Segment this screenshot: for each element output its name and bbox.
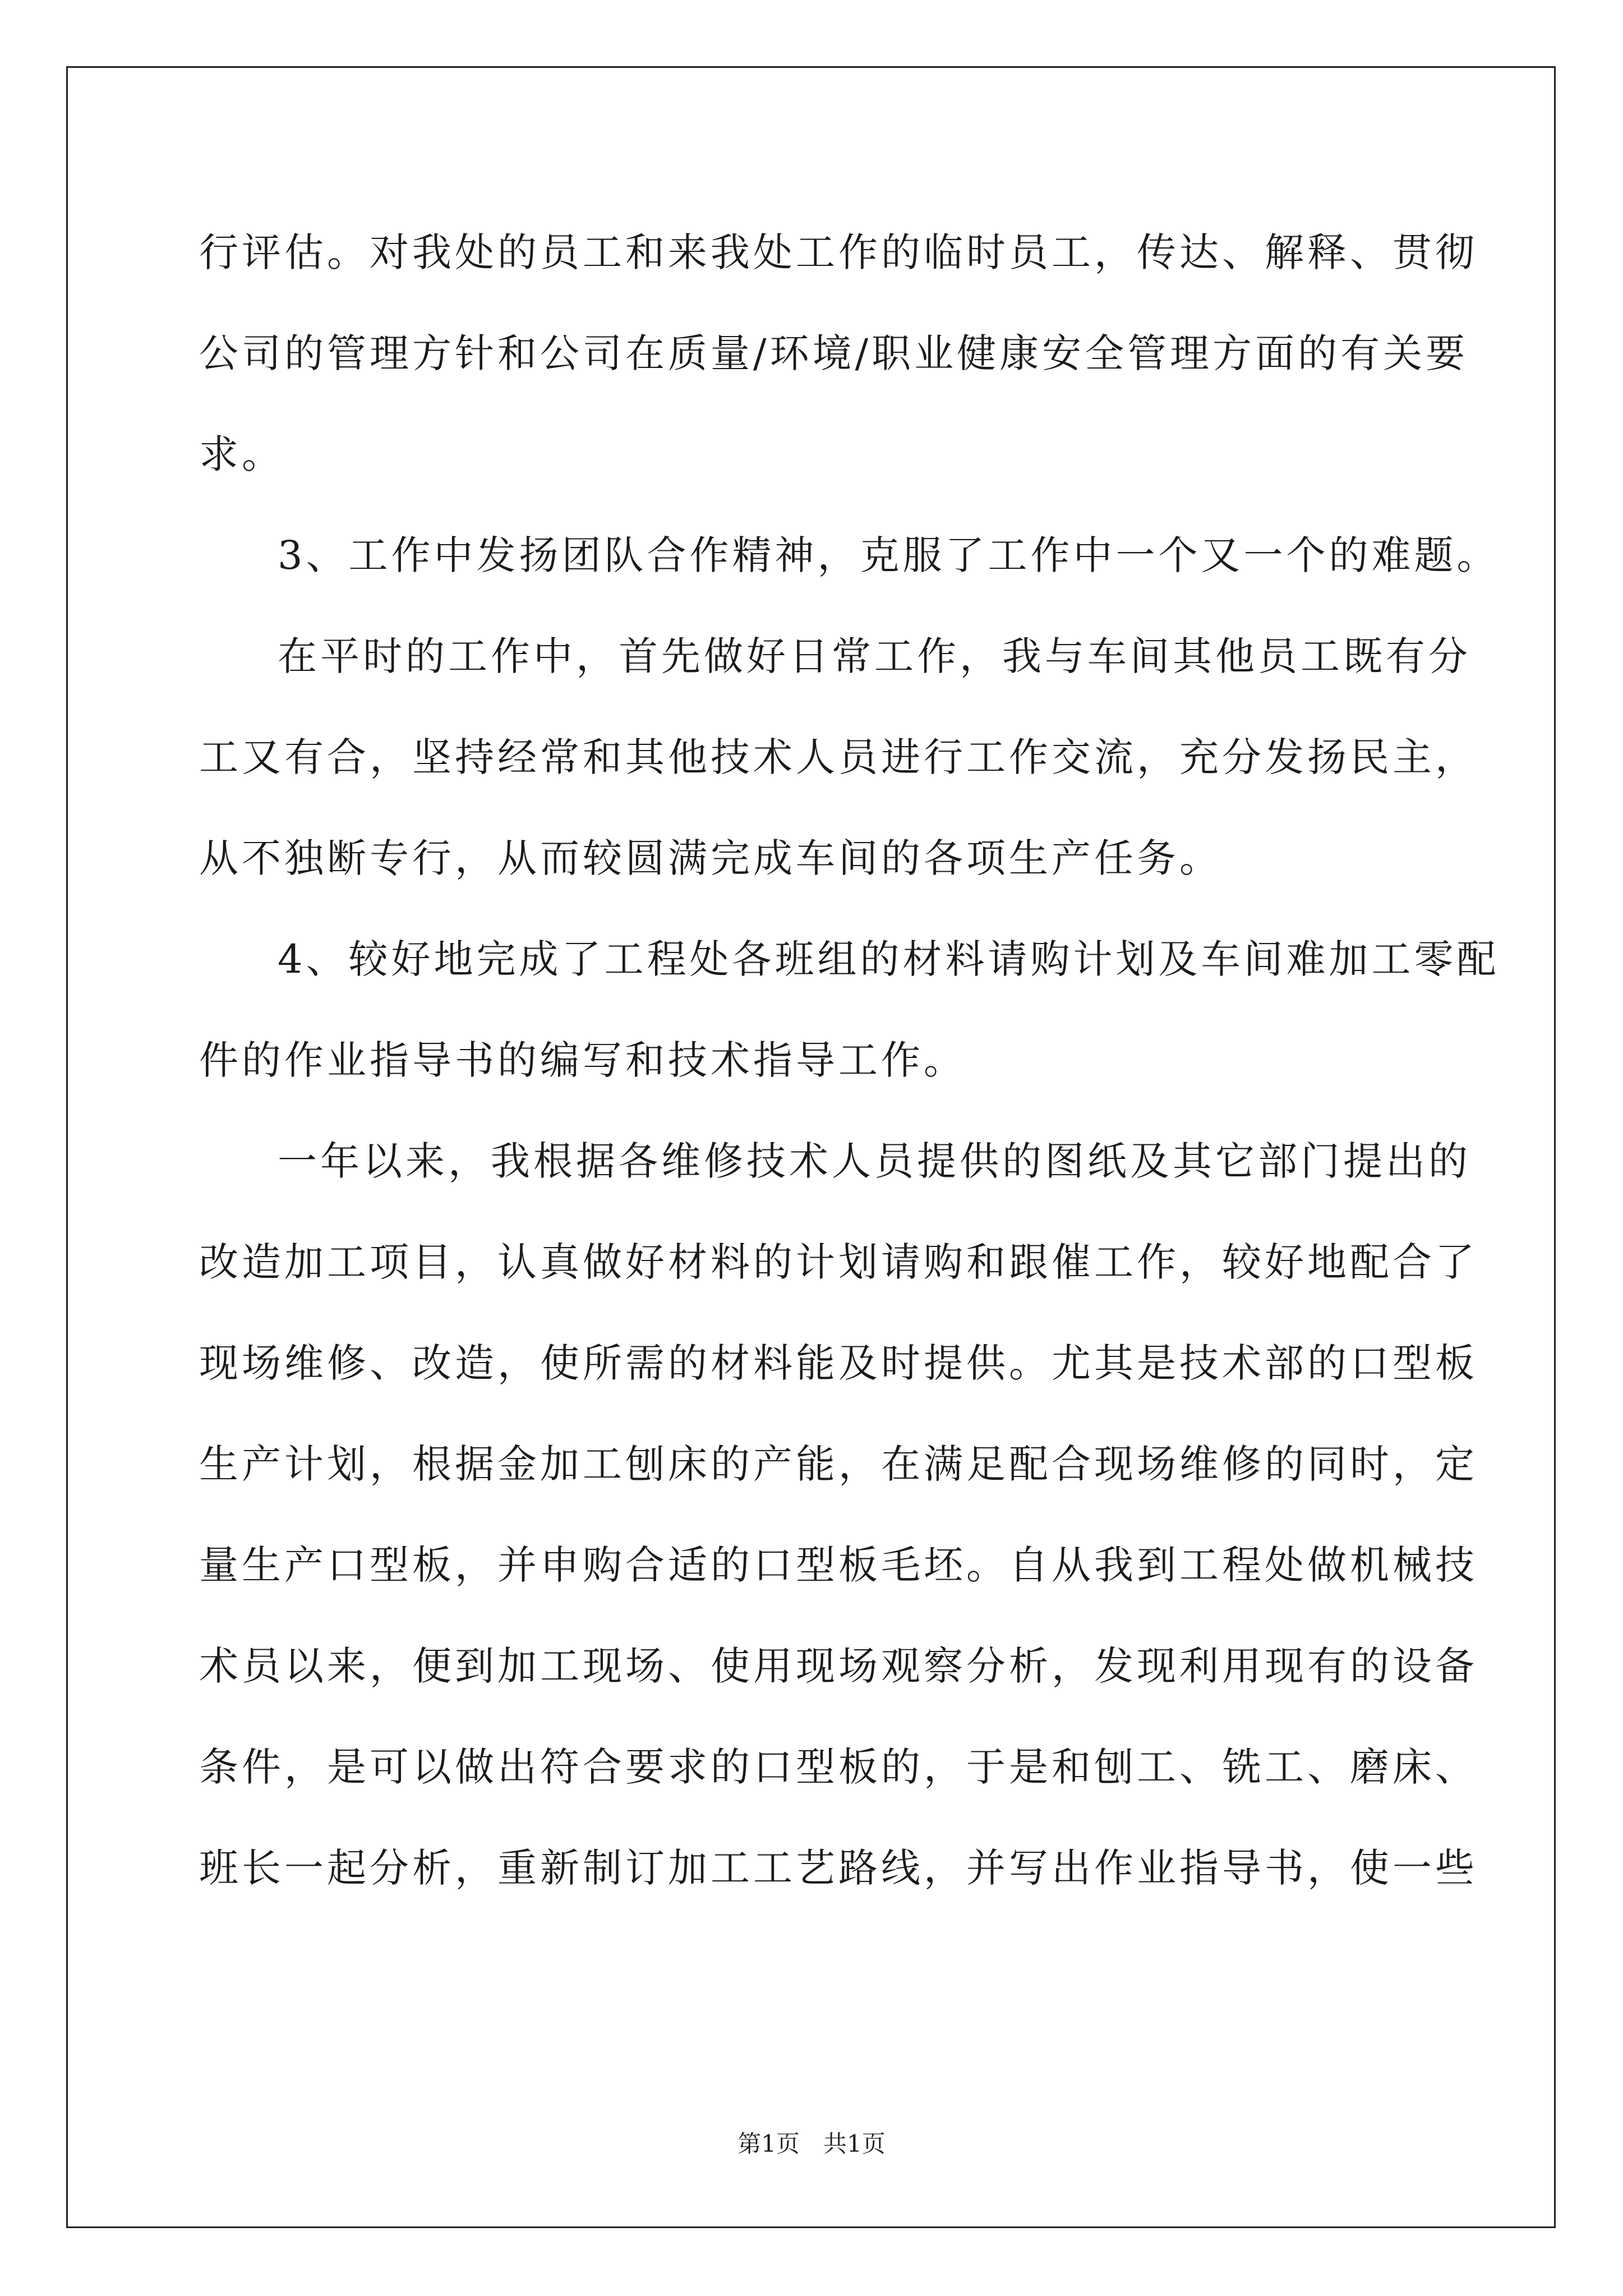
text-line: 生产计划，根据金加工刨床的产能，在满足配合现场维修的同时，定: [199, 1441, 1478, 1487]
text-line: 行评估。对我处的员工和来我处工作的临时员工，传达、解释、贯彻: [199, 229, 1478, 275]
text-line: 现场维修、改造，使所需的材料能及时提供。尤其是技术部的口型板: [199, 1340, 1478, 1386]
text-line: 件的作业指导书的编写和技术指导工作。: [199, 1037, 966, 1083]
text-line: 条件，是可以做出符合要求的口型板的，于是和刨工、铣工、磨床、: [199, 1744, 1478, 1790]
text-line: 公司的管理方针和公司在质量/环境/职业健康安全管理方面的有关要: [199, 330, 1469, 376]
text-line: 求。: [199, 431, 284, 477]
text-line: 班长一起分析，重新制订加工工艺路线，并写出作业指导书，使一些: [199, 1845, 1478, 1891]
text-line: 一年以来，我根据各维修技术人员提供的图纸及其它部门提出的: [278, 1138, 1471, 1184]
text-line: 工又有合，坚持经常和其他技术人员进行工作交流，充分发扬民主，: [199, 734, 1478, 780]
text-line: 从不独断专行，从而较圆满完成车间的各项生产任务。: [199, 835, 1222, 881]
text-line: 改造加工项目，认真做好材料的计划请购和跟催工作，较好地配合了: [199, 1239, 1478, 1285]
text-line: 4、较好地完成了工程处各班组的材料请购计划及车间难加工零配: [278, 936, 1500, 982]
text-line: 术员以来，便到加工现场、使用现场观察分析，发现利用现有的设备: [199, 1643, 1478, 1689]
text-line: 量生产口型板，并申购合适的口型板毛坯。自从我到工程处做机械技: [199, 1542, 1478, 1588]
page-number: 第1页 共1页: [737, 2130, 886, 2157]
text-line: 3、工作中发扬团队合作精神，克服了工作中一个又一个的难题。: [278, 532, 1500, 578]
text-line: 在平时的工作中，首先做好日常工作，我与车间其他员工既有分: [278, 633, 1471, 679]
